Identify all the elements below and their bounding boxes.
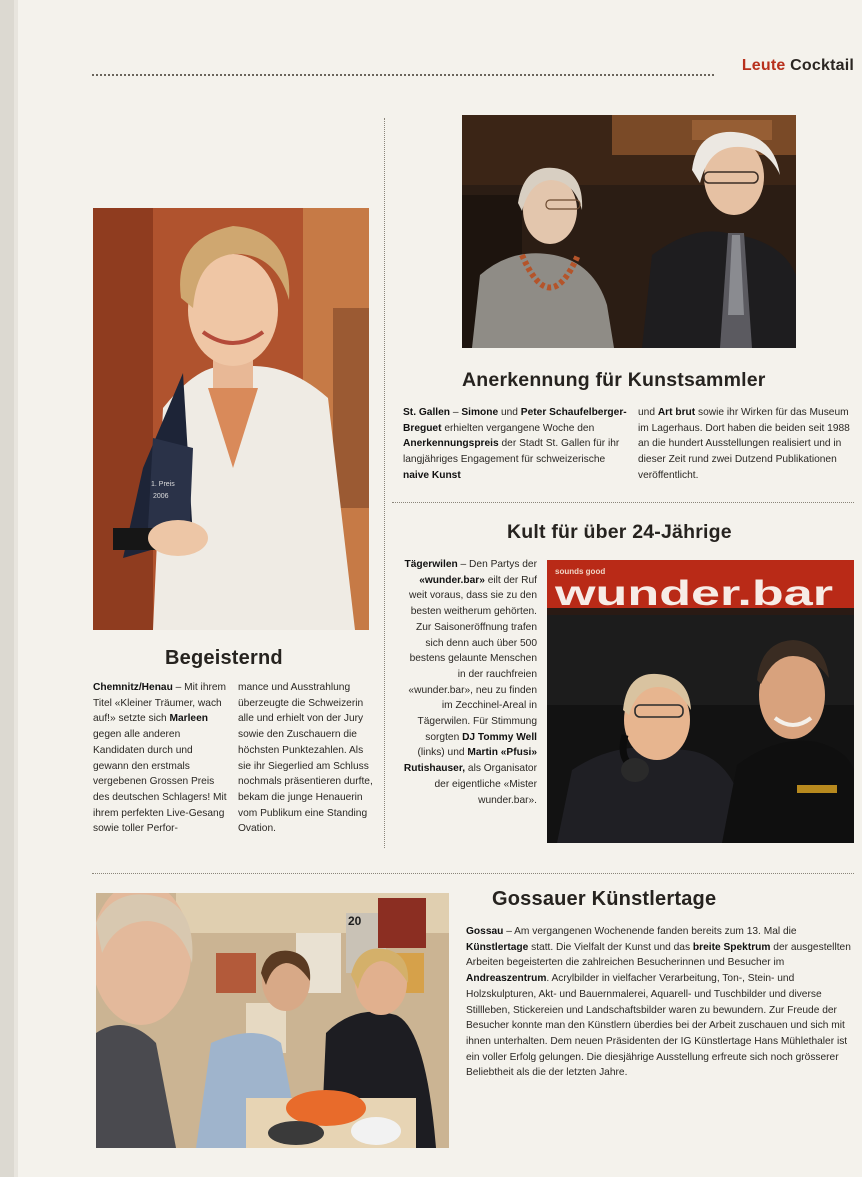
- dateline-gossau: Gossau: [466, 926, 504, 937]
- rubric-part-2: Cocktail: [790, 57, 854, 74]
- trophy-label-2: 2006: [153, 493, 169, 500]
- headline-kunstsammler: Anerkennung für Kunstsammler: [462, 369, 766, 391]
- art-naive: naive Kunst: [403, 469, 461, 481]
- text-dash: –: [450, 407, 462, 418]
- text-fragment: eilt der Ruf weit voraus, dass sie zu den besten weitherum gehörten. Zur Saisoneröffnung trafen sich denn auch über 500 bestens gelaunte Menschen in der rauchfreien «wunder.bar», neu zu finden im Zecchinel-Areal in Tägerwilen. Für Stimmung sorgten: [408, 574, 537, 743]
- photo-marleen: [93, 208, 369, 630]
- text-fragment: . Acrylbilder in vielfacher Verarbeitung, Ton-, Stein- und Holzskulpturen, Akt- und Bauernmalerei, Aquarell- und Tuschbilder und diverse Stillleben, Stickereien und Landschaftsbilder waren zu bewundern. Zur Freude der Besucher konnte man den Künstlern überdies bei der Arbeit zuschauen und sich mit ihnen unterhalten. Dem neuen Präsidenten der IG Künstlertage Hans Mühlethaler ist ein voller Erfolg gelungen. Die diesjährige Ausstellung erfreute sich noch grösserer Beliebtheit als die der letzten Jahre.: [466, 973, 848, 1079]
- text-fragment: – Den Partys der: [457, 559, 537, 570]
- text-kult: [403, 557, 537, 808]
- text-begeisternd-col2: mance und Ausstrahlung überzeugte die Schweizerin alle und erhielt von der Jury sowie den Zuschauern die höchsten Punktezahlen. Als sie ihr Siegerlied am Schluss nochmals präsentieren durfte, bekam die junge Henauerin vom Publikum eine Standing Ovation.: [238, 682, 373, 835]
- headline-begeisternd: Begeisternd: [165, 647, 283, 669]
- headline-gossau: Gossauer Künstlertage: [492, 888, 717, 910]
- prize-name: Anerkennungspreis: [403, 438, 499, 450]
- header-rule: [92, 74, 714, 76]
- section-rubric: [742, 57, 854, 75]
- dateline-chemnitz: Chemnitz/Henau: [93, 682, 173, 693]
- name-simone: Simone: [461, 407, 499, 418]
- venue-wunderbar: «wunder.bar»: [419, 574, 485, 586]
- text-fragment: statt. Die Vielfalt der Kunst und das: [528, 941, 693, 953]
- number-tag: 20: [348, 914, 362, 928]
- text-fragment: (links) und: [417, 747, 468, 759]
- name-marleen: Marleen: [169, 713, 208, 725]
- photo-wunderbar-image: [547, 560, 854, 843]
- headline-kult: Kult für über 24-Jährige: [507, 521, 732, 543]
- sign-wunderbar: wunder.bar: [553, 574, 834, 613]
- dateline-taegerwilen: Tägerwilen: [404, 559, 458, 570]
- divider-kunstsammler-kult: [392, 502, 854, 503]
- divider-gossau: [92, 873, 854, 874]
- text-begeisternd-col1: [93, 680, 227, 837]
- text-kunstsammler-col2: [638, 405, 856, 484]
- dateline-st-gallen: St. Gallen: [403, 407, 450, 418]
- photo-wunderbar: [547, 560, 854, 843]
- photo-marleen-image: [93, 208, 369, 630]
- trophy-label-1: 1. Preis: [151, 481, 175, 488]
- text-fragment: erhielten vergangene Woche den: [441, 422, 595, 434]
- photo-collectors-image: [462, 115, 796, 348]
- art-brut: Art brut: [657, 407, 696, 418]
- text-fragment: und: [638, 407, 658, 418]
- column-divider: [384, 118, 385, 848]
- text-fragment: und: [498, 407, 521, 418]
- text-fragment: als Organisator der eigentliche «Mister wunder.bar».: [434, 763, 537, 806]
- text-fragment: – Mit ihrem Titel «Kleiner Träumer, wach auf!» setzte sich: [93, 682, 227, 725]
- scan-edge: [0, 0, 14, 1177]
- venue-andreaszentrum: Andreaszentrum: [466, 973, 547, 985]
- text-fragment: der ausgestellten Arbeiten begeisterten die zahlreichen Besucherinnen und Besucher im: [466, 941, 851, 969]
- scan-shade: [14, 0, 18, 1177]
- text-fragment: sowie ihr Wirken für das Museum im Lagerhaus. Dort haben die beiden seit 1988 an die hundert Ausstellungen realisiert und in dieser Zeit rund zwei Dutzend Publikationen veröffentlicht.: [638, 407, 850, 481]
- text-fragment: gegen alle anderen Kandidaten durch und gewann den erstmals vergebenen Grossen Preis des deutschen Schlagers! Mit ihrem perfekten Live-Gesang sowie toller Perfor-: [93, 729, 227, 835]
- photo-gossau-image: [96, 893, 449, 1148]
- text-breites-spektrum: breite Spektrum: [692, 941, 771, 953]
- text-kunstsammler-col1: [403, 405, 631, 484]
- sign-tagline: sounds good: [555, 567, 606, 576]
- photo-gossau: [96, 893, 449, 1148]
- photo-collectors: [462, 115, 796, 348]
- text-fragment: – Am vergangenen Wochenende fanden bereits zum 13. Mal die: [503, 926, 797, 937]
- rubric-part-1: Leute: [741, 57, 786, 74]
- name-peter: Peter Schaufelberger-Breguet: [403, 407, 627, 434]
- text-fragment: der Stadt St. Gallen für ihr langjähriges Engagement für schweizerische: [403, 438, 620, 466]
- text-gossau: [466, 924, 856, 1081]
- event-kuenstlertage: Künstlertage: [466, 941, 529, 953]
- name-martin-rutishauser: Martin «Pfusi» Rutishauser,: [403, 747, 537, 775]
- name-dj-tommy-well: DJ Tommy Well: [462, 731, 537, 743]
